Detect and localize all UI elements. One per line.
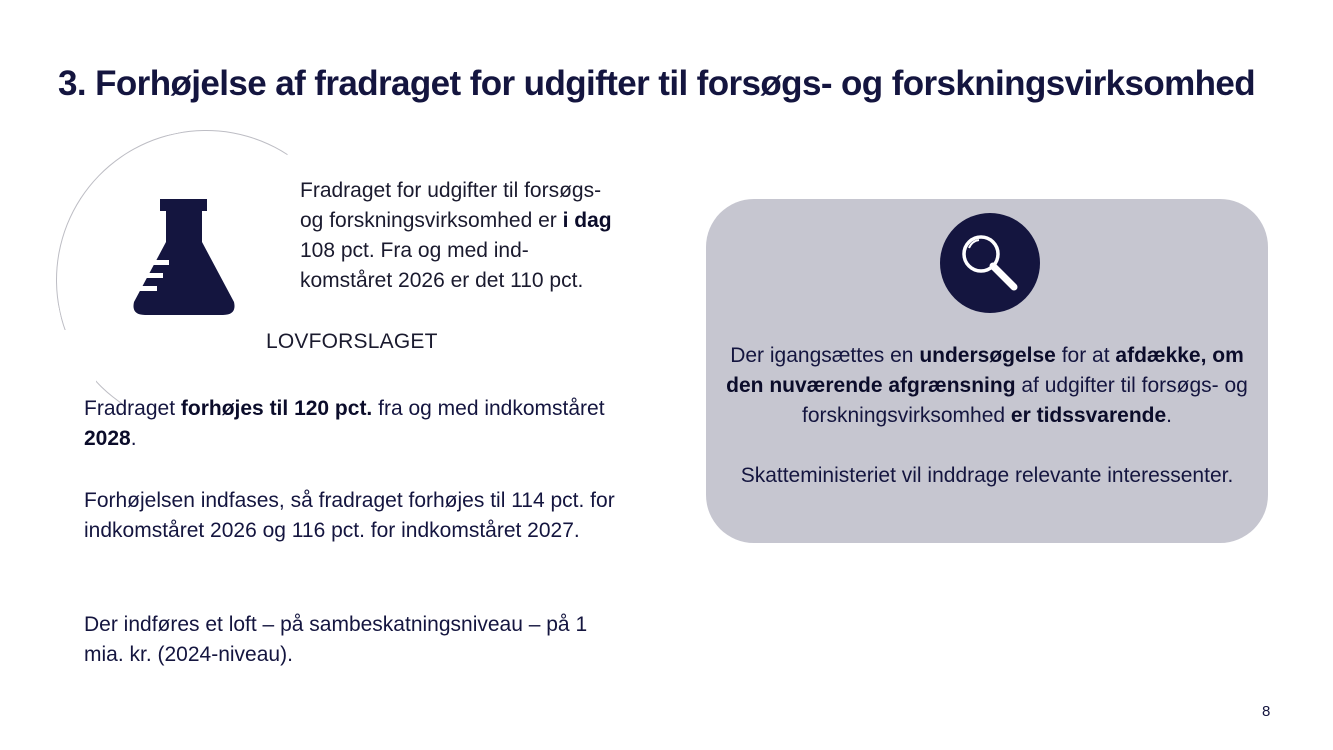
proposal-paragraph-3: Der indføres et loft – på sambeskatningsniveau – på 1 mia. kr. (2024-niveau). [84,613,588,666]
proposal-paragraph-1: Fradraget forhøjes til 120 pct. fra og med indkomståret 2028. [84,397,605,450]
intro-text: Fradraget for udgifter til forsøgs- og forskningsvirksomhed er i dag 108 pct. Fra og med ind-komståret 2026 er det 110 pct. [300,179,612,292]
info-box-text [716,341,1258,491]
page-number: 8 [1262,703,1271,720]
info-box-paragraph-2: Skatteministeriet vil inddrage relevante interessenter. [740,464,1234,487]
magnifier-icon [940,213,1040,313]
slide-title: 3. Forhøjelse af fradraget for udgifter til forsøgs- og forskningsvirksomhed [58,64,1256,103]
flask-icon [131,198,237,316]
section-label: LOVFORSLAGET [266,330,438,353]
info-box-paragraph-1: Der igangsættes en undersøgelse for at afdække, om den nuværende afgrænsning af udgifter til forsøgs- og forskningsvirksomhed er tidssvarende. [726,344,1248,427]
proposal-paragraph-2: Forhøjelsen indfases, så fradraget forhøjes til 114 pct. for indkomståret 2026 og 116 pct. for indkomståret 2027. [84,489,615,542]
